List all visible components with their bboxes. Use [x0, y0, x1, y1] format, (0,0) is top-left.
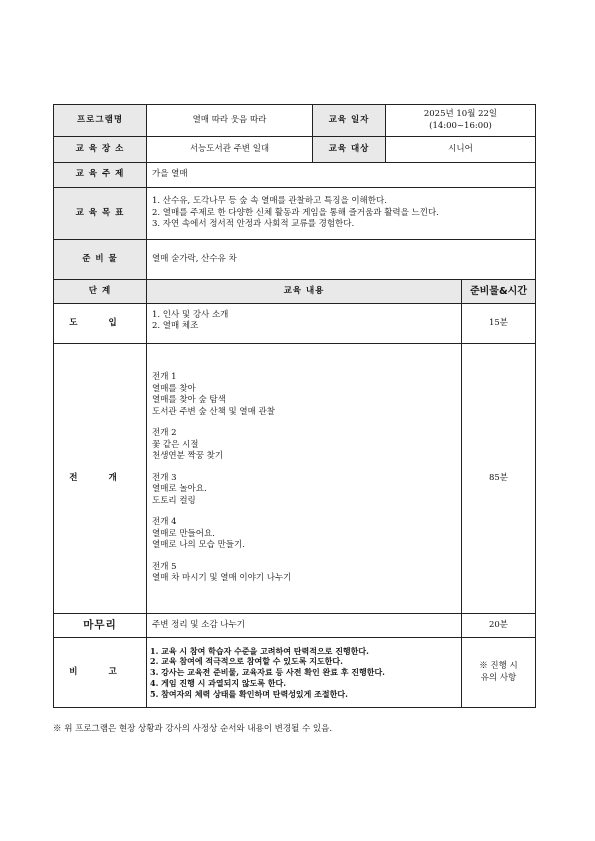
goals-row: [54, 188, 536, 240]
remarks-side-line-1: ※ 진행 시: [479, 661, 518, 672]
closing-time: 20분: [462, 614, 536, 638]
main-line: 열매 차 마시기 및 열매 이야기 나누기: [152, 573, 292, 584]
place-value: 서능도서관 주변 일대: [147, 137, 313, 163]
remarks-side-note: [462, 638, 536, 708]
column-content: 교육 내용: [147, 280, 462, 304]
intro-line: 1. 인사 및 강사 소개: [152, 310, 229, 320]
main-line: 열매를 찾아 숲 탐색: [152, 395, 226, 406]
closing-row: [54, 614, 536, 638]
program-row: [54, 105, 536, 137]
program-value: 열매 따라 웃음 따라: [147, 105, 313, 137]
remarks-row: [54, 638, 536, 708]
closing-content: 주변 정리 및 소감 나누기: [147, 614, 462, 638]
intro-row: [54, 304, 536, 344]
topic-row: [54, 163, 536, 188]
main-block-5: [152, 562, 456, 585]
target-value: 시니어: [386, 137, 536, 163]
intro-time: 15분: [462, 304, 536, 344]
remarks-label: 비 고: [54, 638, 147, 708]
intro-stage-label: 도 입: [54, 304, 147, 344]
main-line: 열매로 만들어요.: [152, 528, 215, 539]
remark-item: 2. 교육 참여에 적극적으로 참여할 수 있도록 지도한다.: [150, 656, 343, 667]
remark-item: 1. 교육 시 참여 학습자 수준을 고려하여 탄력적으로 진행한다.: [150, 645, 369, 656]
goal-item: 3. 자연 속에서 정서적 안정과 사회적 교류를 경험한다.: [152, 219, 355, 230]
main-stage-label: 전 개: [54, 344, 147, 614]
intro-line: 2. 열매 체조: [152, 321, 199, 332]
main-block-4: [152, 517, 456, 551]
main-line: 도토리 컬링: [152, 495, 196, 506]
materials-value: 열매 숟가락, 산수유 차: [147, 240, 536, 280]
program-label: 프로그램명: [54, 105, 147, 137]
main-line: 열매로 나의 모습 만들기.: [152, 540, 245, 551]
remarks-list: [147, 638, 462, 708]
main-line: 전개 3: [152, 472, 177, 483]
main-line: 전개 4: [152, 517, 177, 528]
topic-label: 교 육 주 제: [54, 163, 147, 188]
column-header-row: [54, 280, 536, 304]
remarks-side-line-2: 유의 사항: [480, 672, 517, 683]
main-line: 도서관 주변 숲 산책 및 열매 관찰: [152, 406, 275, 417]
main-block-2: [152, 428, 456, 462]
lesson-plan-table: [53, 104, 536, 708]
goal-item: 1. 산수유, 도각나무 등 숲 속 열매를 관찰하고 특징을 이해한다.: [152, 196, 387, 207]
main-content: [147, 344, 462, 614]
date-line-1: 2025년 10월 22일: [423, 109, 498, 120]
goals-label: 교 육 목 표: [54, 188, 147, 240]
main-block-3: [152, 473, 456, 507]
main-line: 열매를 찾아: [152, 383, 196, 394]
main-row: [54, 344, 536, 614]
main-line: 천생연분 짝꿍 찾기: [152, 451, 224, 462]
place-row: [54, 137, 536, 163]
topic-value: 가을 열매: [147, 163, 536, 188]
goals-list: [147, 188, 536, 240]
remark-item: 5. 참여자의 체력 상태를 확인하며 탄력성있게 조절한다.: [150, 688, 348, 699]
date-label: 교육 일자: [313, 105, 386, 137]
column-time: 준비물&시간: [462, 280, 536, 304]
main-block-1: [152, 372, 456, 418]
main-line: 전개 5: [152, 561, 177, 572]
place-label: 교 육 장 소: [54, 137, 147, 163]
target-label: 교육 대상: [313, 137, 386, 163]
closing-stage-label: 마무리: [54, 614, 147, 638]
remark-item: 4. 게임 진행 시 과열되지 않도록 한다.: [150, 677, 287, 688]
main-line: 전개 1: [152, 372, 177, 383]
materials-row: [54, 240, 536, 280]
main-line: 꽃 같은 시절: [152, 439, 199, 450]
date-value: [386, 105, 536, 137]
intro-content: [147, 304, 462, 344]
remark-item: 3. 강사는 교육전 준비물, 교육자료 등 사전 확인 완료 후 진행한다.: [150, 667, 385, 678]
column-stage: 단 계: [54, 280, 147, 304]
footnote: ※ 위 프로그램은 현장 상황과 강사의 사정상 순서와 내용이 변경될 수 있음.: [53, 724, 333, 734]
materials-label: 준 비 물: [54, 240, 147, 280]
goal-item: 2. 열매를 주제로 한 다양한 신체 활동과 게임을 통해 즐거움과 활력을 느낀다.: [152, 207, 439, 218]
main-line: 열매로 놀아요.: [152, 484, 207, 495]
main-time: 85분: [462, 344, 536, 614]
main-line: 전개 2: [152, 428, 177, 439]
date-line-2: (14:00~16:00): [429, 120, 492, 131]
